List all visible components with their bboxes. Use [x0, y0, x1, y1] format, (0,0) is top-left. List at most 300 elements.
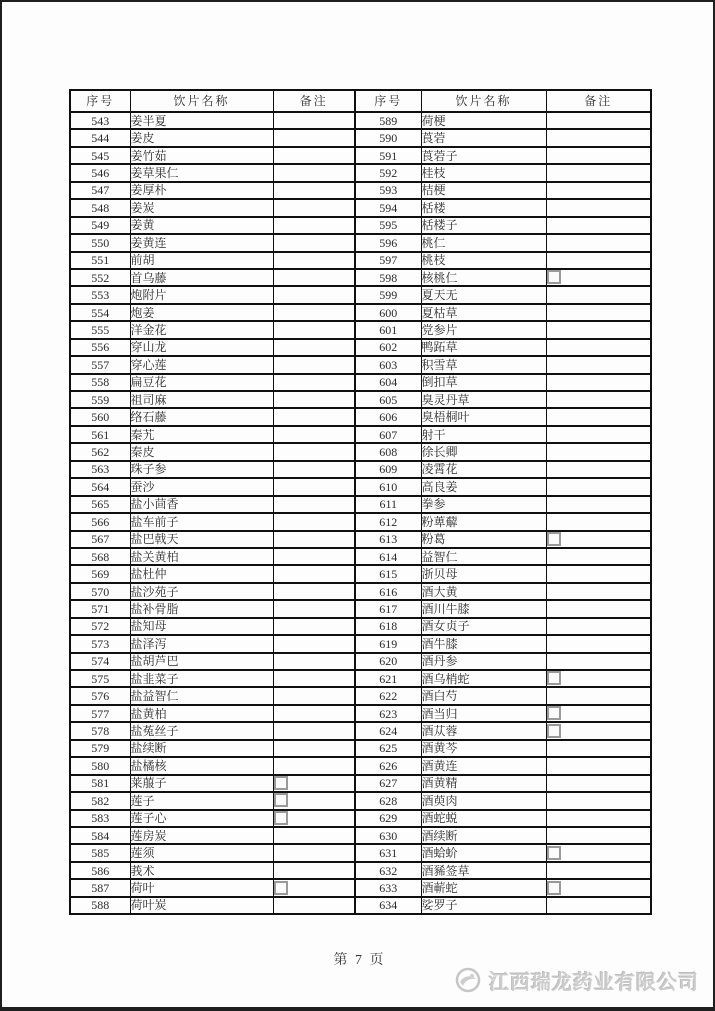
row-note-cell	[546, 199, 651, 216]
row-medicine-name: 盐杜仲	[130, 565, 273, 582]
row-medicine-name: 核桃仁	[421, 269, 546, 286]
row-serial-number: 628	[355, 792, 421, 809]
row-serial-number: 627	[355, 775, 421, 792]
row-note-cell	[546, 129, 651, 146]
row-medicine-name: 莱菔子	[130, 775, 273, 792]
checkbox-icon	[274, 793, 288, 807]
row-note-cell	[546, 653, 651, 670]
table-row	[70, 374, 355, 391]
row-medicine-name: 盐关黄柏	[130, 548, 273, 565]
row-note-cell	[546, 740, 651, 757]
table-row	[70, 164, 355, 181]
row-note-cell	[273, 129, 355, 146]
row-serial-number: 579	[70, 740, 130, 757]
row-note-cell	[273, 217, 355, 234]
table-row	[70, 356, 355, 373]
row-note-cell	[273, 635, 355, 652]
row-note-cell	[273, 897, 355, 914]
row-serial-number: 590	[355, 129, 421, 146]
table-row	[70, 147, 355, 164]
company-name: 江西瑞龙药业有限公司	[489, 971, 699, 994]
row-medicine-name: 络石藤	[130, 408, 273, 425]
company-logo-icon	[454, 966, 482, 994]
table-row	[355, 129, 651, 146]
medicine-table-left	[69, 89, 356, 915]
row-medicine-name: 粉萆薢	[421, 513, 546, 530]
row-medicine-name: 秦艽	[130, 426, 273, 443]
row-serial-number: 564	[70, 478, 130, 495]
row-serial-number: 569	[70, 565, 130, 582]
row-note-cell	[273, 879, 355, 896]
table-row	[70, 304, 355, 321]
table-row	[70, 844, 355, 861]
row-serial-number: 613	[355, 531, 421, 548]
row-note-cell	[273, 408, 355, 425]
row-serial-number: 563	[70, 461, 130, 478]
row-medicine-name: 莲须	[130, 844, 273, 861]
row-medicine-name: 荷叶	[130, 879, 273, 896]
row-medicine-name: 姜草果仁	[130, 164, 273, 181]
row-note-cell	[273, 478, 355, 495]
row-serial-number: 554	[70, 304, 130, 321]
row-medicine-name: 姜炭	[130, 199, 273, 216]
table-row	[355, 810, 651, 827]
row-medicine-name: 粉葛	[421, 531, 546, 548]
table-row	[70, 722, 355, 739]
table-row	[355, 670, 651, 687]
company-watermark	[454, 960, 699, 1000]
row-note-cell	[546, 565, 651, 582]
row-note-cell	[273, 531, 355, 548]
row-serial-number: 559	[70, 391, 130, 408]
row-note-cell	[546, 252, 651, 269]
checkbox-icon	[547, 532, 561, 546]
table-row	[355, 740, 651, 757]
row-medicine-name: 盐橘核	[130, 757, 273, 774]
row-medicine-name: 蚕沙	[130, 478, 273, 495]
row-medicine-name: 臭梧桐叶	[421, 408, 546, 425]
row-medicine-name: 秦皮	[130, 443, 273, 460]
row-serial-number: 560	[70, 408, 130, 425]
row-medicine-name: 酒萸肉	[421, 792, 546, 809]
table-row	[70, 199, 355, 216]
table-row	[355, 565, 651, 582]
checkbox-icon	[547, 671, 561, 685]
row-serial-number: 595	[355, 217, 421, 234]
row-note-cell	[546, 286, 651, 303]
checkbox-icon	[274, 881, 288, 895]
row-serial-number: 553	[70, 286, 130, 303]
row-serial-number: 576	[70, 687, 130, 704]
table-row	[70, 234, 355, 251]
row-note-cell	[546, 862, 651, 879]
row-note-cell	[546, 217, 651, 234]
row-serial-number: 547	[70, 182, 130, 199]
row-serial-number: 567	[70, 531, 130, 548]
row-medicine-name: 莲子心	[130, 810, 273, 827]
row-note-cell	[273, 356, 355, 373]
row-note-cell	[273, 810, 355, 827]
checkbox-icon	[547, 724, 561, 738]
row-medicine-name: 夏天无	[421, 286, 546, 303]
row-note-cell	[273, 496, 355, 513]
row-note-cell	[273, 443, 355, 460]
table-row	[70, 792, 355, 809]
row-serial-number: 558	[70, 374, 130, 391]
row-medicine-name: 酒豨签草	[421, 862, 546, 879]
row-serial-number: 546	[70, 164, 130, 181]
row-medicine-name: 酒女贞子	[421, 618, 546, 635]
row-note-cell	[546, 618, 651, 635]
row-medicine-name: 党参片	[421, 321, 546, 338]
table-row	[70, 862, 355, 879]
row-serial-number: 594	[355, 199, 421, 216]
row-serial-number: 632	[355, 862, 421, 879]
table-row	[70, 635, 355, 652]
table-row	[70, 513, 355, 530]
table-row	[70, 548, 355, 565]
row-note-cell	[546, 531, 651, 548]
row-medicine-name: 酒黄精	[421, 775, 546, 792]
row-note-cell	[273, 618, 355, 635]
table-row	[355, 217, 651, 234]
row-note-cell	[546, 374, 651, 391]
row-medicine-name: 姜厚朴	[130, 182, 273, 199]
table-row	[355, 408, 651, 425]
row-note-cell	[546, 356, 651, 373]
checkbox-icon	[547, 881, 561, 895]
row-serial-number: 592	[355, 164, 421, 181]
row-serial-number: 589	[355, 112, 421, 129]
row-serial-number: 580	[70, 757, 130, 774]
row-medicine-name: 姜黄	[130, 217, 273, 234]
row-serial-number: 577	[70, 705, 130, 722]
row-serial-number: 604	[355, 374, 421, 391]
row-medicine-name: 莲子	[130, 792, 273, 809]
checkbox-icon	[547, 270, 561, 284]
row-serial-number: 573	[70, 635, 130, 652]
row-serial-number: 622	[355, 687, 421, 704]
row-serial-number: 608	[355, 443, 421, 460]
table-row	[70, 827, 355, 844]
row-serial-number: 607	[355, 426, 421, 443]
row-note-cell	[273, 548, 355, 565]
row-serial-number: 600	[355, 304, 421, 321]
row-serial-number: 631	[355, 844, 421, 861]
row-note-cell	[273, 722, 355, 739]
row-medicine-name: 酒蛤蚧	[421, 844, 546, 861]
row-note-cell	[546, 443, 651, 460]
table-row	[355, 653, 651, 670]
row-serial-number: 578	[70, 722, 130, 739]
row-serial-number: 551	[70, 252, 130, 269]
row-serial-number: 568	[70, 548, 130, 565]
row-serial-number: 581	[70, 775, 130, 792]
row-serial-number: 619	[355, 635, 421, 652]
row-note-cell	[546, 391, 651, 408]
table-row	[355, 757, 651, 774]
row-note-cell	[546, 670, 651, 687]
table-row	[355, 583, 651, 600]
column-header-no: 序号	[355, 90, 421, 112]
row-note-cell	[273, 339, 355, 356]
row-serial-number: 618	[355, 618, 421, 635]
row-note-cell	[273, 583, 355, 600]
row-medicine-name: 酒苁蓉	[421, 722, 546, 739]
row-note-cell	[273, 426, 355, 443]
row-serial-number: 550	[70, 234, 130, 251]
row-note-cell	[546, 339, 651, 356]
row-medicine-name: 莨菪	[421, 129, 546, 146]
row-note-cell	[546, 496, 651, 513]
row-note-cell	[273, 147, 355, 164]
table-row	[355, 304, 651, 321]
row-serial-number: 625	[355, 740, 421, 757]
table-row	[355, 600, 651, 617]
row-note-cell	[273, 234, 355, 251]
row-note-cell	[546, 879, 651, 896]
row-serial-number: 615	[355, 565, 421, 582]
row-medicine-name: 栝楼	[421, 199, 546, 216]
table-row	[355, 321, 651, 338]
table-row	[355, 548, 651, 565]
row-serial-number: 570	[70, 583, 130, 600]
table-row	[355, 426, 651, 443]
row-medicine-name: 盐菟丝子	[130, 722, 273, 739]
column-header-note: 备注	[273, 90, 355, 112]
table-row	[70, 740, 355, 757]
table-row	[355, 496, 651, 513]
row-note-cell	[273, 653, 355, 670]
row-medicine-name: 盐沙苑子	[130, 583, 273, 600]
row-note-cell	[546, 513, 651, 530]
row-serial-number: 629	[355, 810, 421, 827]
row-note-cell	[546, 827, 651, 844]
row-serial-number: 566	[70, 513, 130, 530]
table-row	[355, 147, 651, 164]
table-row	[70, 687, 355, 704]
row-note-cell	[273, 199, 355, 216]
table-row	[355, 635, 651, 652]
row-note-cell	[546, 461, 651, 478]
table-row	[355, 879, 651, 896]
table-row	[70, 339, 355, 356]
table-row	[70, 217, 355, 234]
row-note-cell	[273, 252, 355, 269]
row-medicine-name: 徐长卿	[421, 443, 546, 460]
row-note-cell	[273, 286, 355, 303]
row-note-cell	[273, 182, 355, 199]
row-medicine-name: 姜黄连	[130, 234, 273, 251]
row-medicine-name: 莨菪子	[421, 147, 546, 164]
row-medicine-name: 洋金花	[130, 321, 273, 338]
table-row	[70, 757, 355, 774]
row-note-cell	[273, 862, 355, 879]
table-row	[70, 531, 355, 548]
row-serial-number: 621	[355, 670, 421, 687]
row-serial-number: 575	[70, 670, 130, 687]
table-row	[355, 286, 651, 303]
row-serial-number: 597	[355, 252, 421, 269]
table-row	[70, 810, 355, 827]
row-note-cell	[273, 112, 355, 129]
row-medicine-name: 娑罗子	[421, 897, 546, 914]
table-row	[70, 426, 355, 443]
row-note-cell	[273, 321, 355, 338]
table-row	[355, 199, 651, 216]
row-medicine-name: 首乌藤	[130, 269, 273, 286]
table-row	[355, 112, 651, 129]
row-serial-number: 584	[70, 827, 130, 844]
row-serial-number: 623	[355, 705, 421, 722]
medicine-table-right	[354, 89, 652, 915]
row-medicine-name: 盐韭菜子	[130, 670, 273, 687]
row-serial-number: 545	[70, 147, 130, 164]
row-medicine-name: 祖司麻	[130, 391, 273, 408]
row-note-cell	[273, 164, 355, 181]
row-serial-number: 616	[355, 583, 421, 600]
row-serial-number: 603	[355, 356, 421, 373]
row-note-cell	[546, 182, 651, 199]
table-row	[355, 722, 651, 739]
page-number: 第 7 页	[333, 953, 386, 968]
row-serial-number: 601	[355, 321, 421, 338]
table-row	[355, 182, 651, 199]
row-serial-number: 617	[355, 600, 421, 617]
table-row	[355, 827, 651, 844]
row-serial-number: 582	[70, 792, 130, 809]
row-note-cell	[546, 548, 651, 565]
row-medicine-name: 酒丹参	[421, 653, 546, 670]
row-serial-number: 557	[70, 356, 130, 373]
table-row	[355, 339, 651, 356]
row-serial-number: 630	[355, 827, 421, 844]
row-serial-number: 572	[70, 618, 130, 635]
table-row	[70, 897, 355, 914]
row-note-cell	[546, 635, 651, 652]
row-medicine-name: 炮姜	[130, 304, 273, 321]
row-note-cell	[273, 775, 355, 792]
row-medicine-name: 夏枯草	[421, 304, 546, 321]
table-row	[355, 234, 651, 251]
row-medicine-name: 盐车前子	[130, 513, 273, 530]
row-serial-number: 591	[355, 147, 421, 164]
row-serial-number: 599	[355, 286, 421, 303]
row-note-cell	[273, 565, 355, 582]
row-medicine-name: 盐小茴香	[130, 496, 273, 513]
table-row	[355, 461, 651, 478]
table-row	[70, 443, 355, 460]
table-row	[355, 478, 651, 495]
row-serial-number: 602	[355, 339, 421, 356]
row-medicine-name: 盐补骨脂	[130, 600, 273, 617]
table-header-row	[70, 90, 355, 112]
row-medicine-name: 酒白芍	[421, 687, 546, 704]
row-medicine-name: 桃枝	[421, 252, 546, 269]
row-serial-number: 565	[70, 496, 130, 513]
row-serial-number: 586	[70, 862, 130, 879]
row-medicine-name: 前胡	[130, 252, 273, 269]
row-note-cell	[546, 722, 651, 739]
row-note-cell	[546, 321, 651, 338]
row-medicine-name: 射干	[421, 426, 546, 443]
row-note-cell	[546, 269, 651, 286]
row-note-cell	[273, 600, 355, 617]
row-medicine-name: 盐益智仁	[130, 687, 273, 704]
row-note-cell	[273, 374, 355, 391]
row-serial-number: 614	[355, 548, 421, 565]
row-medicine-name: 酒黄芩	[421, 740, 546, 757]
row-medicine-name: 桃仁	[421, 234, 546, 251]
row-serial-number: 598	[355, 269, 421, 286]
row-medicine-name: 酒大黄	[421, 583, 546, 600]
table-row	[70, 129, 355, 146]
column-header-name: 饮片名称	[130, 90, 273, 112]
row-serial-number: 620	[355, 653, 421, 670]
table-row	[70, 496, 355, 513]
table-row	[70, 565, 355, 582]
table-row	[355, 531, 651, 548]
row-medicine-name: 高良姜	[421, 478, 546, 495]
row-medicine-name: 莲房炭	[130, 827, 273, 844]
table-row	[70, 252, 355, 269]
table-row	[70, 408, 355, 425]
row-note-cell	[273, 687, 355, 704]
row-serial-number: 583	[70, 810, 130, 827]
row-serial-number: 626	[355, 757, 421, 774]
row-medicine-name: 盐胡芦巴	[130, 653, 273, 670]
row-medicine-name: 桂枝	[421, 164, 546, 181]
row-serial-number: 610	[355, 478, 421, 495]
row-note-cell	[273, 670, 355, 687]
row-note-cell	[546, 687, 651, 704]
table-row	[355, 687, 651, 704]
row-note-cell	[273, 757, 355, 774]
table-row	[70, 775, 355, 792]
table-row	[355, 513, 651, 530]
row-note-cell	[546, 164, 651, 181]
row-note-cell	[273, 844, 355, 861]
row-medicine-name: 穿山龙	[130, 339, 273, 356]
row-serial-number: 571	[70, 600, 130, 617]
checkbox-icon	[274, 811, 288, 825]
row-medicine-name: 扁豆花	[130, 374, 273, 391]
row-medicine-name: 姜半夏	[130, 112, 273, 129]
row-medicine-name: 桔梗	[421, 182, 546, 199]
row-medicine-name: 盐泽泻	[130, 635, 273, 652]
row-medicine-name: 积雪草	[421, 356, 546, 373]
row-serial-number: 611	[355, 496, 421, 513]
row-serial-number: 634	[355, 897, 421, 914]
row-note-cell	[273, 461, 355, 478]
table-row	[70, 583, 355, 600]
table-row	[355, 356, 651, 373]
table-row	[70, 879, 355, 896]
table-row	[355, 269, 651, 286]
row-note-cell	[273, 304, 355, 321]
row-note-cell	[546, 844, 651, 861]
row-note-cell	[546, 408, 651, 425]
table-row	[355, 391, 651, 408]
table-row	[70, 286, 355, 303]
row-note-cell	[273, 792, 355, 809]
row-serial-number: 549	[70, 217, 130, 234]
row-serial-number: 624	[355, 722, 421, 739]
row-serial-number: 555	[70, 321, 130, 338]
row-serial-number: 587	[70, 879, 130, 896]
row-medicine-name: 酒蛇蜕	[421, 810, 546, 827]
table-row	[70, 653, 355, 670]
